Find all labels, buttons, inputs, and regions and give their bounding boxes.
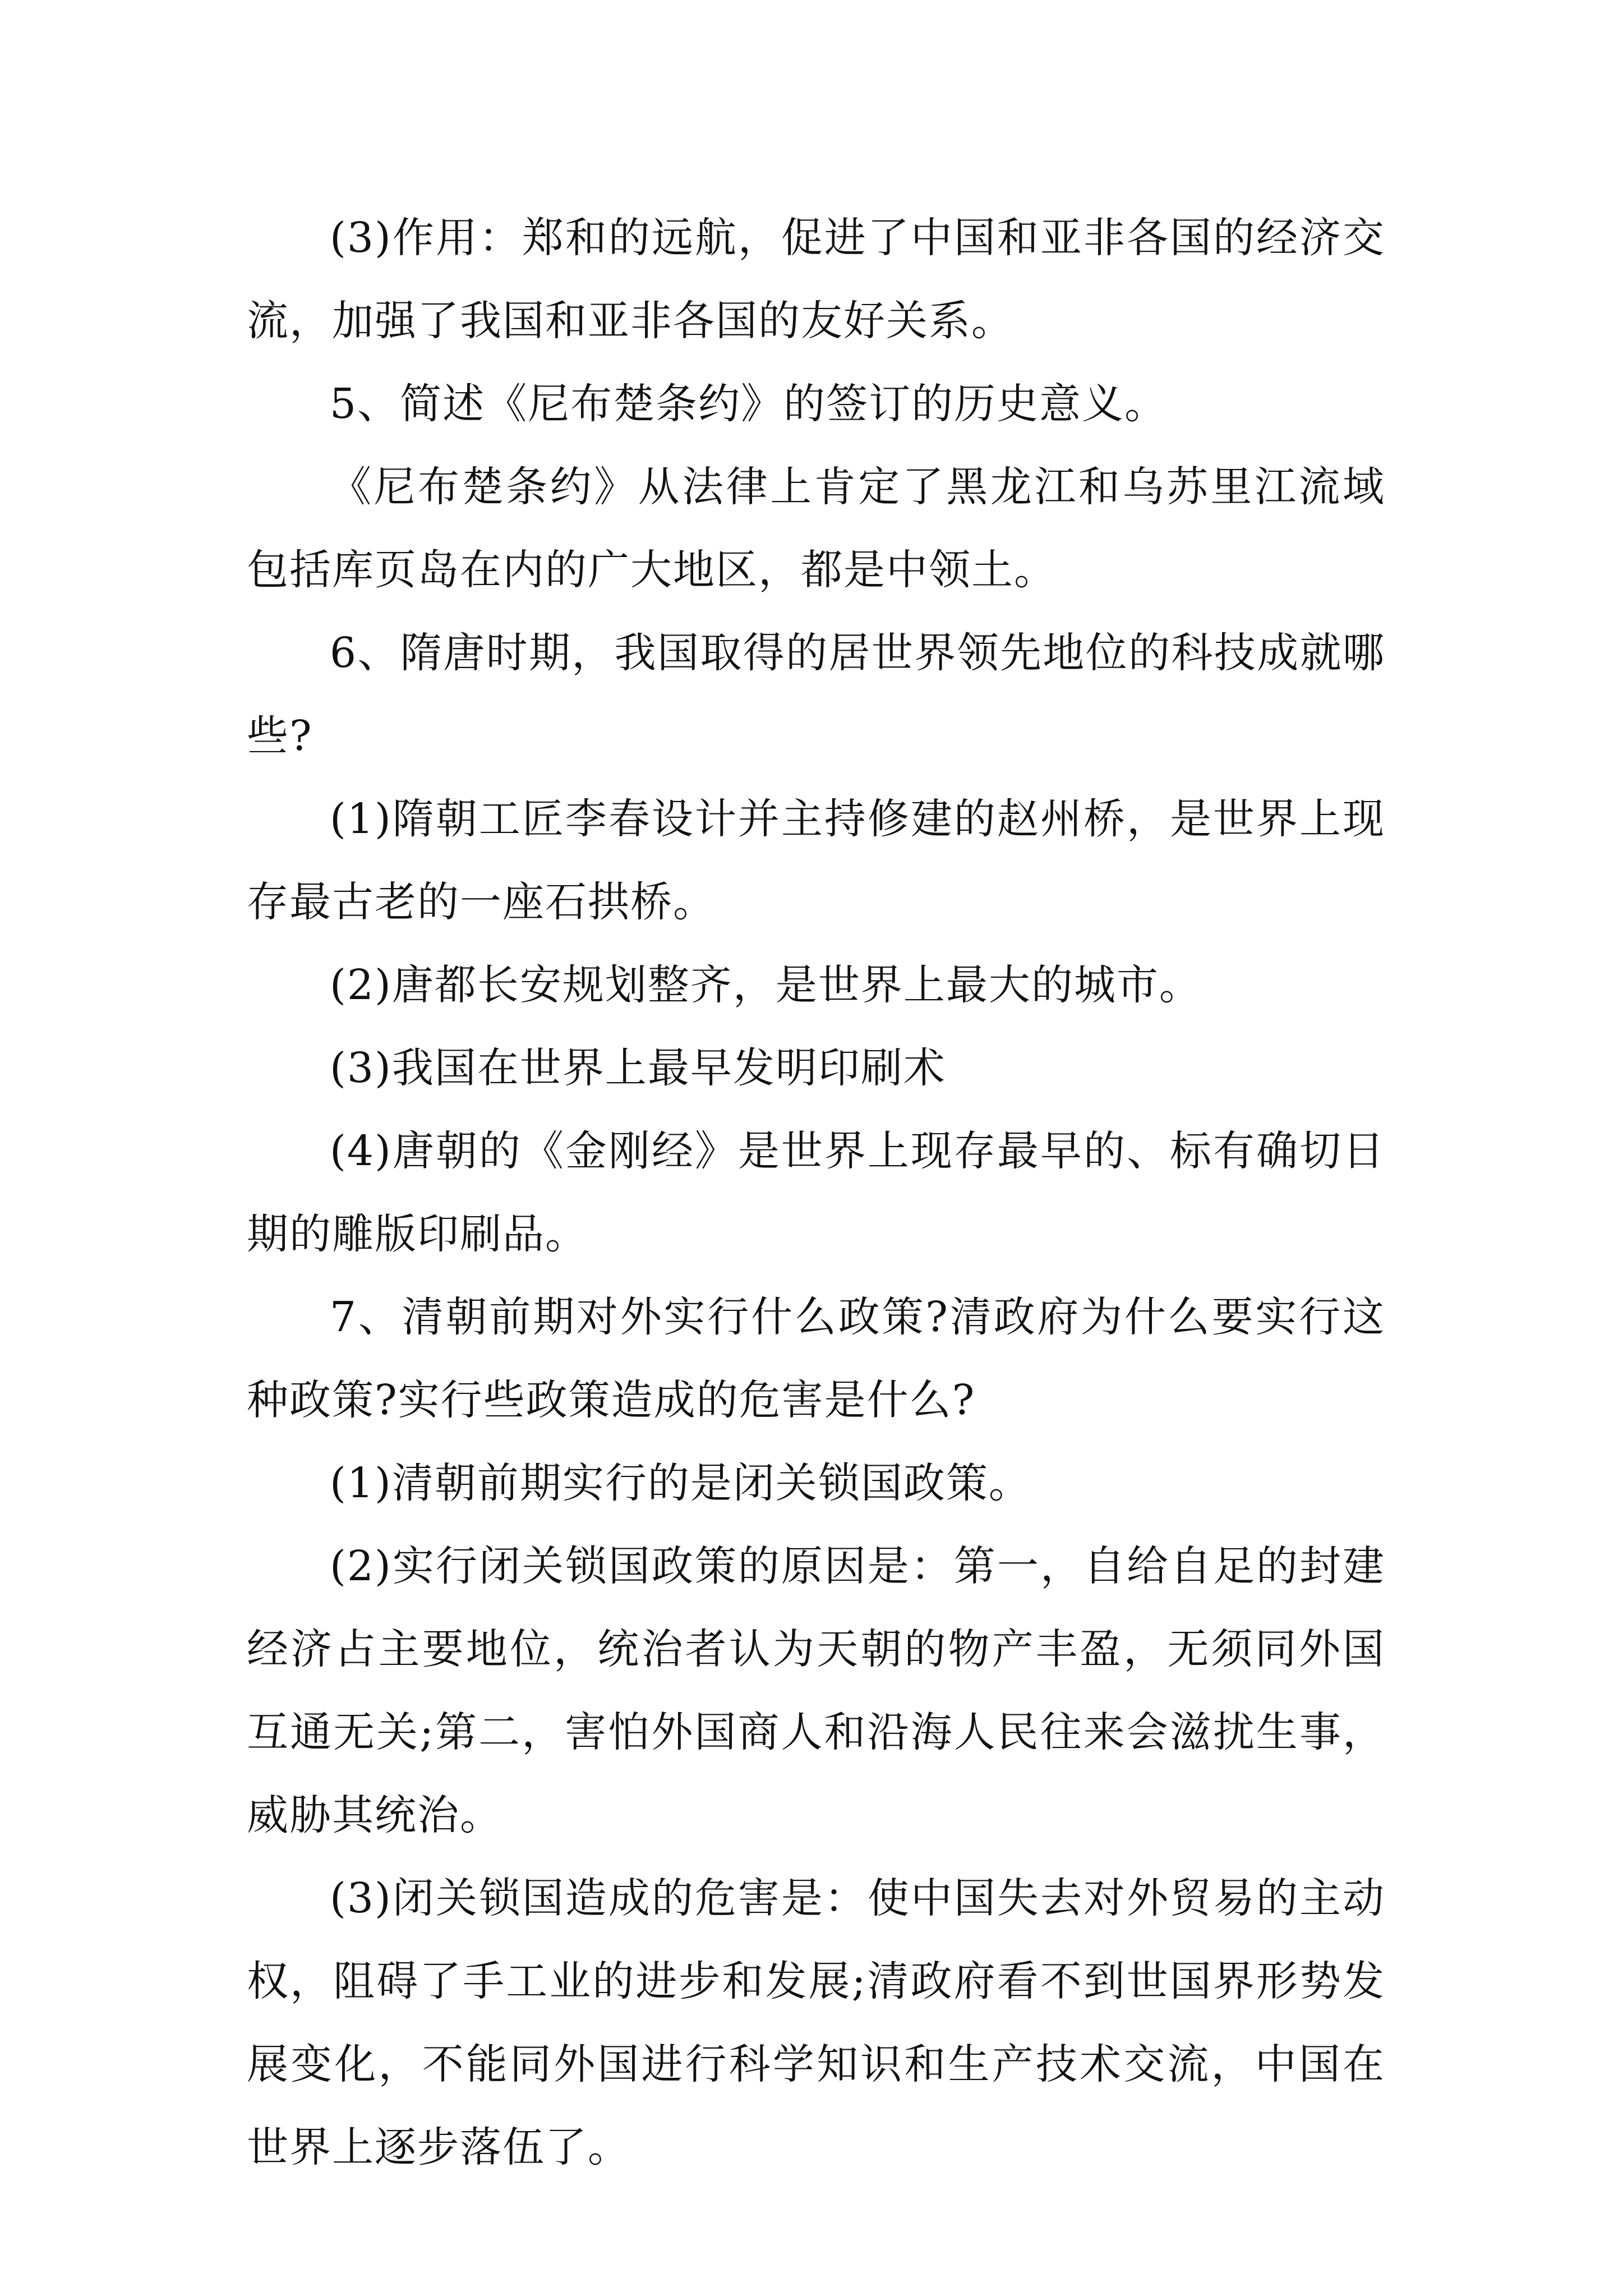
paragraph-policy-harm: (3)闭关锁国造成的危害是：使中国失去对外贸易的主动权，阻碍了手工业的进步和发展;清政府看不到世国界形势发展变化，不能同外国进行科学知识和生产技术交流，中国在世界上逐步落伍了。 <box>247 1874 1385 2171</box>
question-6-heading: 6、隋唐时期，我国取得的居世界领先地位的科技成就哪些? <box>247 629 1385 760</box>
document-body <box>247 196 1385 2189</box>
paragraph-policy-reasons: (2)实行闭关锁国政策的原因是：第一，自给自足的封建经济占主要地位，统治者认为天朝的物产丰盈，无须同外国互通无关;第二，害怕外国商人和沿海人民往来会滋扰生事，威胁其统治。 <box>247 1542 1385 1839</box>
paragraph-zhaozhou-bridge: (1)隋朝工匠李春设计并主持修建的赵州桥，是世界上现存最古老的一座石拱桥。 <box>247 795 1385 926</box>
paragraph-closed-door-policy: (1)清朝前期实行的是闭关锁国政策。 <box>330 1459 1031 1507</box>
question-5-heading: 5、简述《尼布楚条约》的签订的历史意义。 <box>330 380 1168 428</box>
paragraph-nerchinsk-answer: 《尼布楚条约》从法律上肯定了黑龙江和乌苏里江流域包括库页岛在内的广大地区，都是中领土。 <box>247 463 1385 594</box>
question-7-heading: 7、清朝前期对外实行什么政策?清政府为什么要实行这种政策?实行些政策造成的危害是什么? <box>247 1293 1385 1424</box>
paragraph-zheng-he-effect: (3)作用：郑和的远航，促进了中国和亚非各国的经济交流，加强了我国和亚非各国的友好关系。 <box>247 214 1385 345</box>
paragraph-printing: (3)我国在世界上最早发明印刷术 <box>330 1044 946 1092</box>
paragraph-changan: (2)唐都长安规划整齐，是世界上最大的城市。 <box>330 961 1202 1009</box>
paragraph-diamond-sutra: (4)唐朝的《金刚经》是世界上现存最早的、标有确切日期的雕版印刷品。 <box>247 1127 1385 1258</box>
